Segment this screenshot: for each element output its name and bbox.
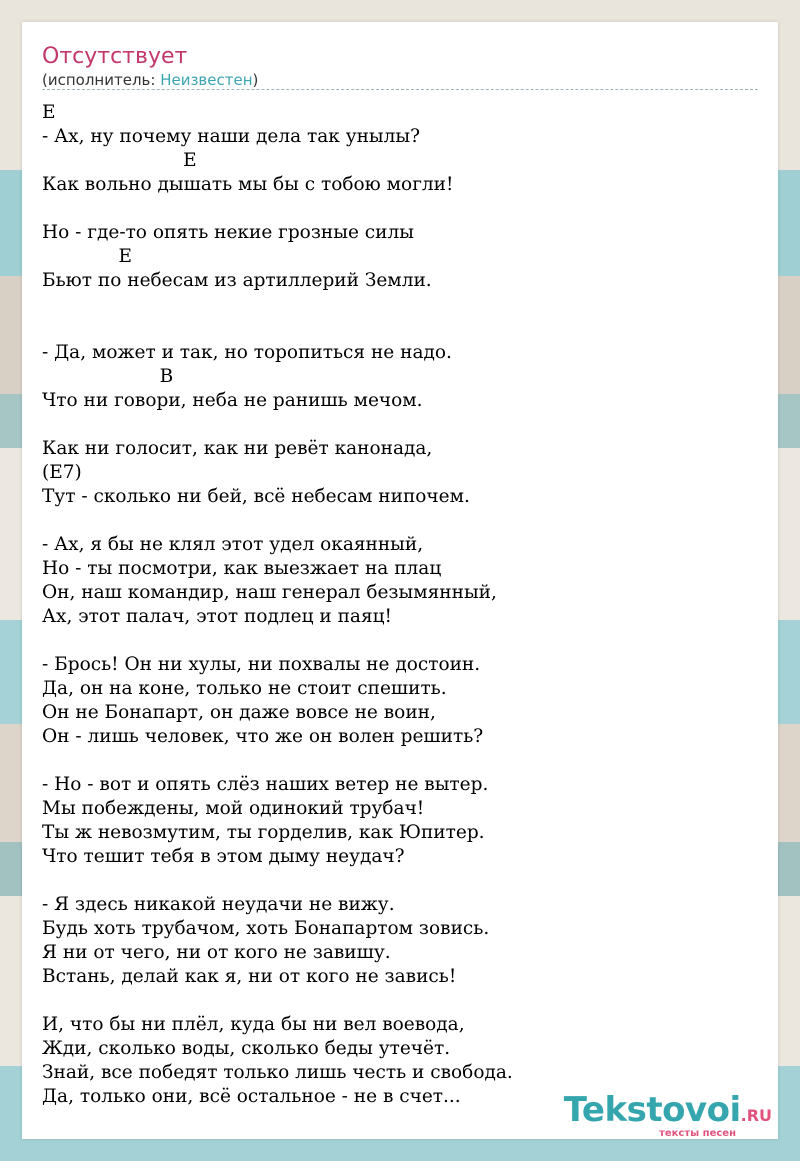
lyric-line: E: [42, 246, 132, 267]
lyric-line: И, что бы ни плёл, куда бы ни вел воевода,: [42, 1014, 465, 1035]
lyric-line: E: [42, 102, 56, 123]
performer-suffix: ): [252, 71, 259, 89]
performer-link[interactable]: Неизвестен: [160, 71, 253, 89]
lyric-line: - Ах, ну почему наши дела так унылы?: [42, 126, 421, 147]
lyric-line: Да, только они, всё остальное - не в счет...: [42, 1086, 461, 1107]
lyric-line: (E7): [42, 462, 82, 483]
performer-line: [42, 70, 258, 90]
lyric-line: [42, 509, 513, 533]
site-logo[interactable]: [563, 1090, 772, 1139]
lyric-line: [42, 869, 513, 893]
lyric-line: Ты ж невозмутим, ты горделив, как Юпитер.: [42, 822, 485, 843]
title-divider: [42, 89, 758, 90]
lyric-line: [42, 317, 513, 341]
lyric-line: Мы побеждены, мой одинокий трубач!: [42, 798, 425, 819]
lyric-line: Ах, этот палач, этот подлец и паяц!: [42, 606, 392, 627]
lyric-line: - Ах, я бы не клял этот удел окаянный,: [42, 534, 424, 555]
lyric-line: Он не Бонапарт, он даже вовсе не воин,: [42, 702, 436, 723]
performer-prefix: (исполнитель:: [42, 71, 161, 89]
logo-tagline: тексты песен: [659, 1128, 736, 1139]
lyric-line: - Я здесь никакой неудачи не вижу.: [42, 894, 395, 915]
lyric-line: B: [42, 366, 174, 387]
lyric-line: [42, 749, 513, 773]
lyric-line: Бьют по небесам из артиллерий Земли.: [42, 270, 432, 291]
lyric-line: - Но - вот и опять слёз наших ветер не вытер.: [42, 774, 489, 795]
lyric-line: E: [42, 150, 197, 171]
lyric-line: Он - лишь человек, что же он волен решить?: [42, 726, 484, 747]
lyric-line: [42, 989, 513, 1013]
logo-brand: Tekstovoi: [563, 1090, 741, 1130]
lyric-line: Что тешит тебя в этом дыму неудач?: [42, 846, 405, 867]
lyrics-card: [22, 22, 778, 1139]
lyric-line: [42, 197, 513, 221]
lyric-line: Что ни говори, неба не ранишь мечом.: [42, 390, 423, 411]
lyric-line: Знай, все победят только лишь честь и свобода.: [42, 1062, 513, 1083]
lyric-line: [42, 629, 513, 653]
song-title: Отсутствует: [42, 44, 188, 69]
lyric-line: Он, наш командир, наш генерал безымянный,: [42, 582, 497, 603]
lyric-line: Как ни голосит, как ни ревёт канонада,: [42, 438, 433, 459]
lyric-line: [42, 293, 513, 317]
lyric-line: Но - ты посмотри, как выезжает на плац: [42, 558, 442, 579]
lyric-line: Но - где-то опять некие грозные силы: [42, 222, 414, 243]
lyric-line: - Брось! Он ни хулы, ни похвалы не достоин.: [42, 654, 481, 675]
lyric-line: Тут - сколько ни бей, всё небесам нипочем.: [42, 486, 470, 507]
lyric-line: Да, он на коне, только не стоит спешить.: [42, 678, 447, 699]
lyric-line: Жди, сколько воды, сколько беды утечёт.: [42, 1038, 451, 1059]
lyric-line: Встань, делай как я, ни от кого не завись!: [42, 966, 457, 987]
logo-tld: .RU: [740, 1106, 772, 1125]
lyric-line: [42, 413, 513, 437]
lyric-line: Будь хоть трубачом, хоть Бонапартом зовись.: [42, 918, 490, 939]
lyric-line: Как вольно дышать мы бы с тобою могли!: [42, 174, 454, 195]
lyric-line: Я ни от чего, ни от кого не завишу.: [42, 942, 391, 963]
lyric-line: - Да, может и так, но торопиться не надо.: [42, 342, 452, 363]
lyrics-text: [42, 101, 513, 1109]
